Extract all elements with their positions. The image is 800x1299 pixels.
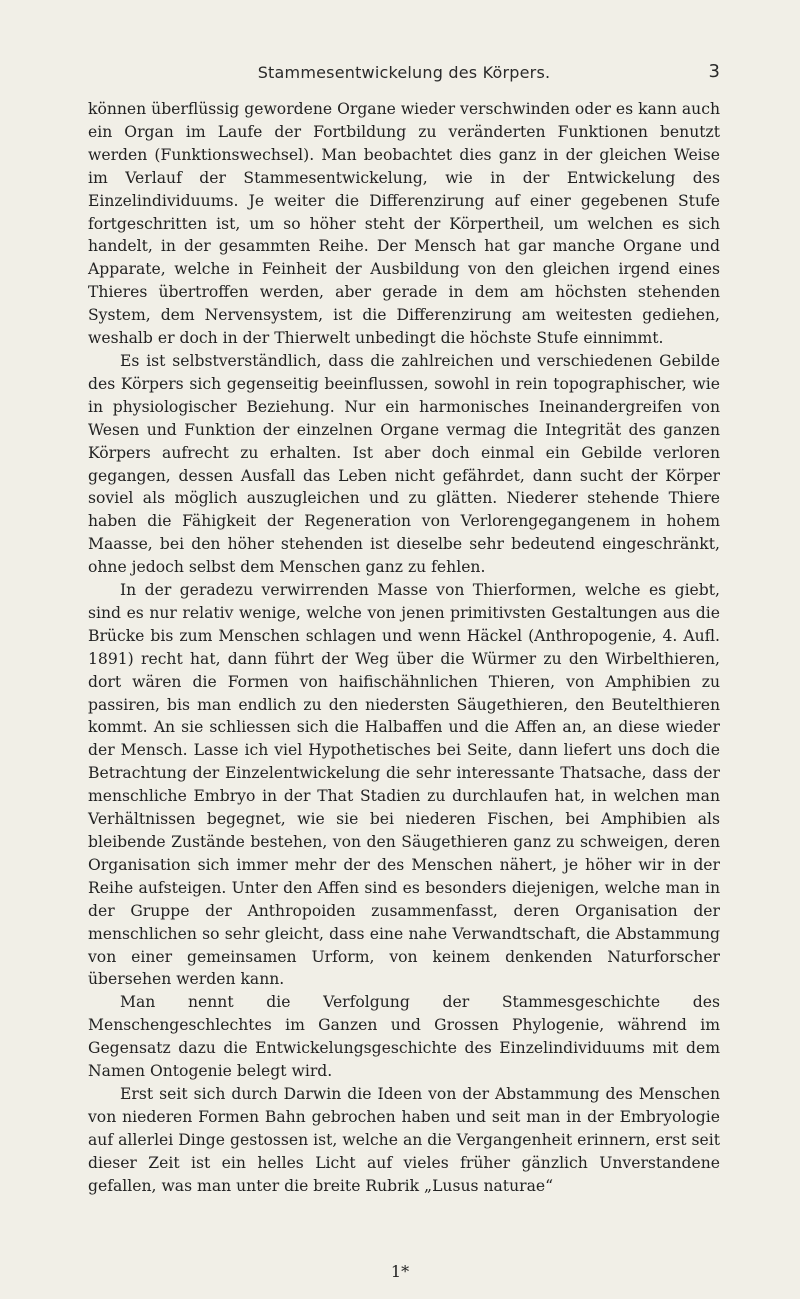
body-text — [88, 98, 720, 1198]
page-header — [88, 63, 720, 87]
paragraph: Es ist selbstverständlich, dass die zahlreichen und verschiedenen Gebilde des Körpers sich gegenseitig beeinflussen, sowohl in rein topographischer, wie in physiologischer Beziehung. Nur ein harmonisches Ineinandergreifen von Wesen und Funktion der einzelnen Organe vermag die Integrität des ganzen Körpers aufrecht zu erhalten. Ist aber doch einmal ein Gebilde verloren gegangen, dessen Ausfall das Leben nicht gefährdet, dann sucht der Körper soviel als möglich auszugleichen und zu glätten. Niederer stehende Thiere haben die Fähigkeit der Regeneration von Verlorengegangenem in hohem Maasse, bei den höher stehenden ist dieselbe sehr bedeutend eingeschränkt, ohne jedoch selbst dem Menschen ganz zu fehlen. — [88, 351, 720, 577]
paragraph: können überflüssig gewordene Organe wieder verschwinden oder es kann auch ein Organ im Laufe der Fortbildung zu veränderten Funktionen benutzt werden (Funktionswechsel). Man beobachtet dies ganz in der gleichen Weise im Verlauf der Stammesentwickelung, wie in der Entwickelung des Einzelindividuums. Je weiter die Differenzirung auf einer gegebenen Stufe fortgeschritten ist, um so höher steht der Körpertheil, um welchen es sich handelt, in der gesammten Reihe. Der Mensch hat gar manche Organe und Apparate, welche in Feinheit der Ausbildung von den gleichen irgend eines Thieres übertroffen werden, aber gerade in dem am höchsten stehenden System, dem Nervensystem, ist die Differenzirung am weitesten gediehen, weshalb er doch in der Thierwelt unbedingt die höchste Stufe einnimmt. — [88, 100, 720, 348]
running-head: Stammesentwickelung des Körpers. — [257, 63, 551, 82]
paragraph: Man nennt die Verfolgung der Stammesgeschichte des Menschengeschlechtes im Ganzen und Grossen Phylogenie, während im Gegensatz dazu die Entwickelungsgeschichte des Einzelindividuums mit dem Namen Ontogenie belegt wird. — [88, 993, 720, 1081]
signature-mark: 1* — [390, 1262, 410, 1281]
page-number: 3 — [708, 61, 720, 82]
paragraph: In der geradezu verwirrenden Masse von Thierformen, welche es giebt, sind es nur relativ wenige, welche von jenen primitivsten Gestaltungen aus die Brücke bis zum Menschen schlagen und wenn Häckel (Anthropogenie, 4. Aufl. 1891) recht hat, dann führt der Weg über die Würmer zu den Wirbelthieren, dort wären die Formen von haifischähnlichen Thieren, von Amphibien zu passiren, bis man endlich zu den niedersten Säugethieren, den Beutelthieren kommt. An sie schliessen sich die Halbaffen und die Affen an, an diese wieder der Mensch. Lasse ich viel Hypothetisches bei Seite, dann liefert uns doch die Betrachtung der Einzelentwickelung die sehr interessante Thatsache, dass der menschliche Embryo in der That Stadien zu durchlaufen hat, in welchen man Verhältnissen begegnet, wie sie bei niederen Fischen, bei Amphibien als bleibende Zustände bestehen, von den Säugethieren ganz zu schweigen, deren Organisation sich immer mehr der des Menschen nähert, je höher wir in der Reihe aufsteigen. Unter den Affen sind es besonders diejenigen, welche man in der Gruppe der Anthropoiden zusammenfasst, deren Organisation der menschlichen so sehr gleicht, dass eine nahe Verwandtschaft, die Abstammung von einer gemeinsamen Urform, von keinem denkenden Naturforscher übersehen werden kann. — [88, 581, 720, 989]
paragraph: Erst seit sich durch Darwin die Ideen von der Abstammung des Menschen von niederen Formen Bahn gebrochen haben und seit man in der Embryologie auf allerlei Dinge gestossen ist, welche an die Vergangenheit erinnern, erst seit dieser Zeit ist ein helles Licht auf vieles früher gänzlich Unverstandene gefallen, was man unter die breite Rubrik „Lusus naturae“ — [88, 1084, 720, 1195]
